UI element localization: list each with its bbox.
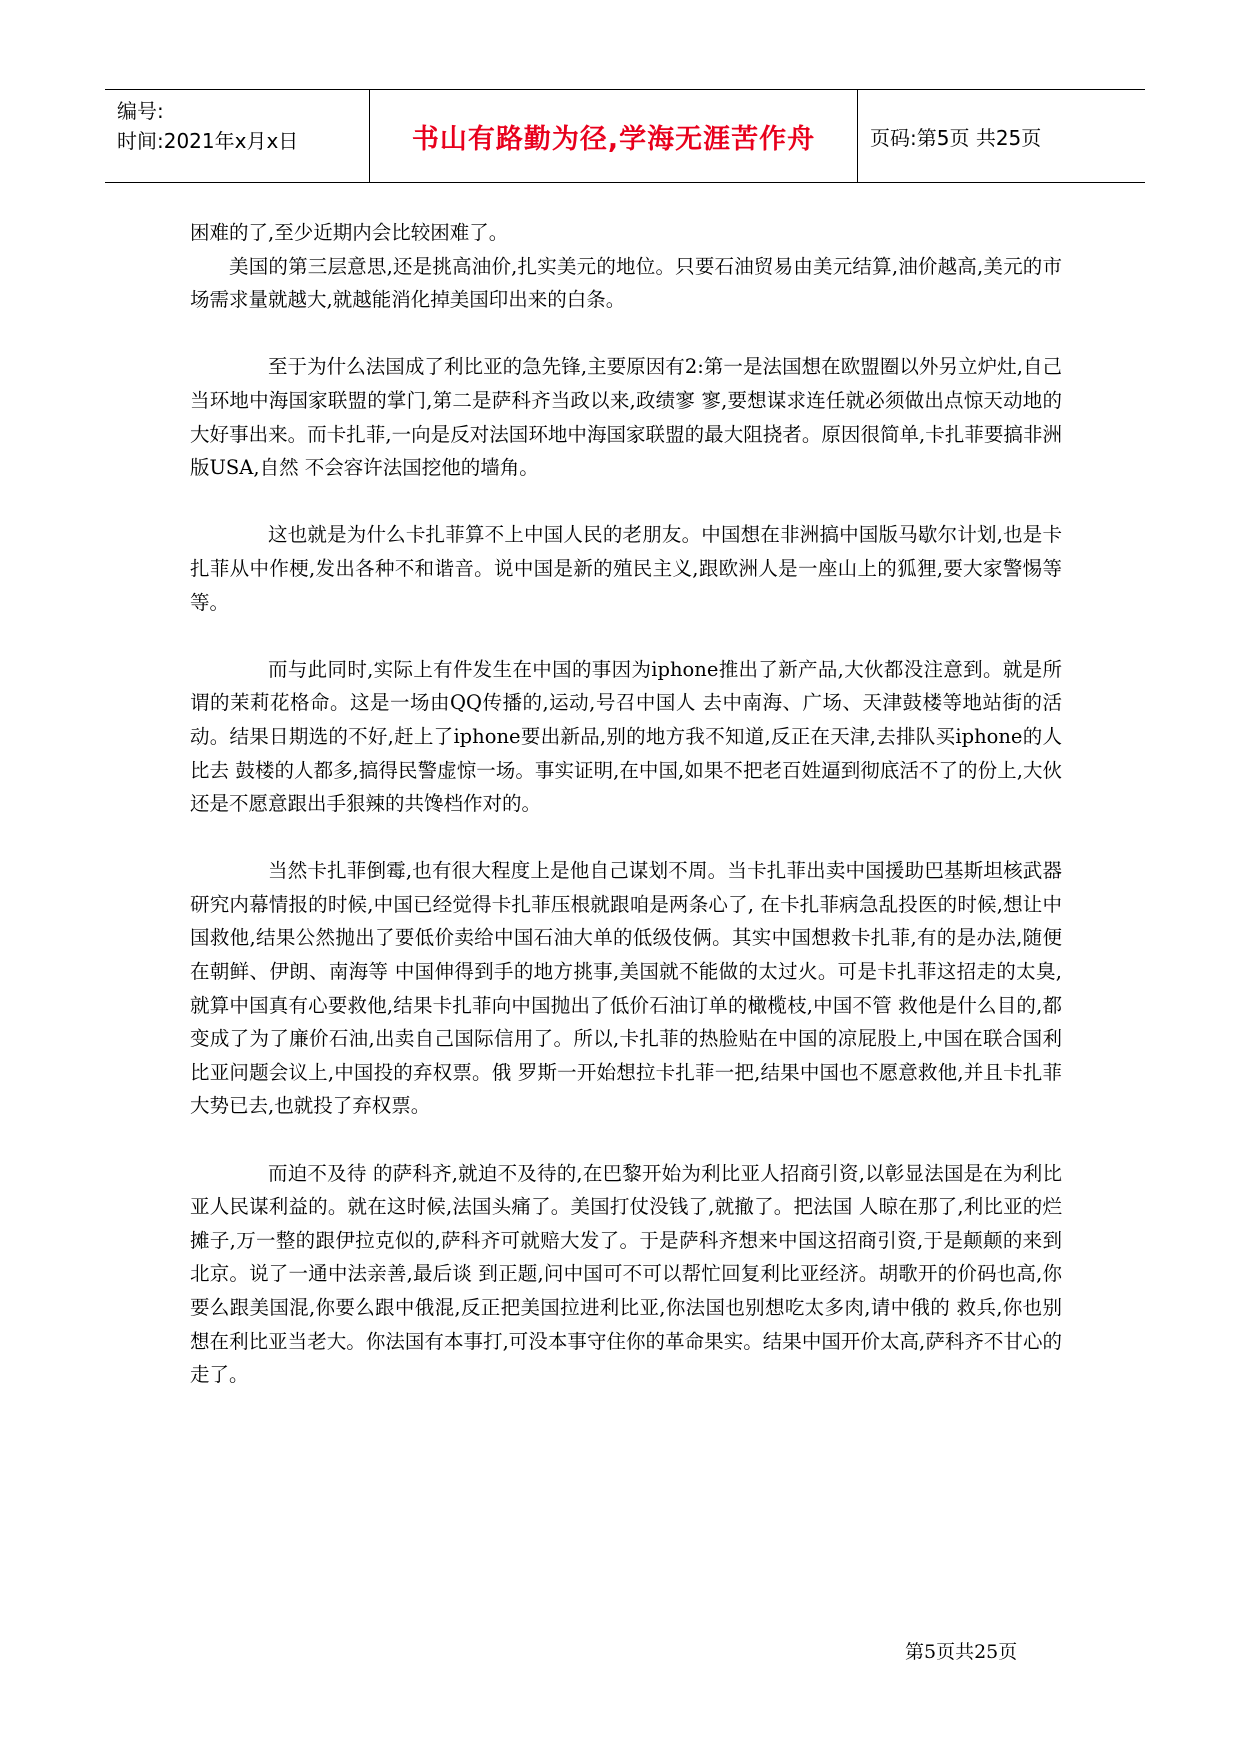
paragraph: 至于为什么法国成了利比亚的急先锋,主要原因有2:第一是法国想在欧盟圈以外另立炉灶,自己当环地中海国家联盟的掌门,第二是萨科齐当政以来,政绩寥 寥,要想谋求连任就必须做出点惊天动地的大好事出来。而卡扎菲,一向是反对法国环地中海国家联盟的最大阻挠者。原因很简单,卡扎菲要搞非洲版USA,自然 不会容许法国挖他的墙角。 bbox=[190, 355, 1062, 480]
paragraph: 这也就是为什么卡扎菲算不上中国人民的老朋友。中国想在非洲搞中国版马歇尔计划,也是卡扎菲从中作梗,发出各种不和谐音。说中国是新的殖民主义,跟欧洲人是一座山上的狐狸,要大家警惕等等。 bbox=[190, 523, 1062, 614]
paragraph: 困难的了,至少近期内会比较困难了。 bbox=[190, 221, 509, 244]
document-time-label: 时间:2021年x月x日 bbox=[117, 129, 299, 153]
document-body bbox=[190, 216, 1062, 1392]
paragraph: 而迫不及待 的萨科齐,就迫不及待的,在巴黎开始为利比亚人招商引资,以彰显法国是在为利比亚人民谋利益的。就在这时候,法国头痛了。美国打仗没钱了,就撤了。把法国 人晾在那了,利比亚的烂摊子,万一整的跟伊拉克似的,萨科齐可就赔大发了。于是萨科齐想来中国这招商引资,于是颠颠的来到北京。说了一通中法亲善,最后谈 到正题,问中国可不可以帮忙回复利比亚经济。胡歌开的价码也高,你要么跟美国混,你要么跟中俄混,反正把美国拉进利比亚,你法国也别想吃太多肉,请中俄的 救兵,你也别想在利比亚当老大。你法国有本事打,可没本事守住你的革命果实。结果中国开价太高,萨科齐不甘心的走了。 bbox=[190, 1161, 1062, 1387]
header-motto: 书山有路勤为径,学海无涯苦作舟 bbox=[411, 123, 816, 155]
header-page-cell bbox=[858, 90, 1145, 182]
paragraph-gap bbox=[190, 485, 1062, 519]
header-meta-cell bbox=[105, 90, 370, 182]
paragraph: 美国的第三层意思,还是挑高油价,扎实美元的地位。只要石油贸易由美元结算,油价越高,美元的市场需求量就越大,就越能消化掉美国印出来的白条。 bbox=[190, 254, 1062, 312]
page-footer: 第5页共25页 bbox=[905, 1641, 1018, 1663]
paragraph-gap bbox=[190, 317, 1062, 351]
document-header bbox=[105, 89, 1145, 183]
document-number-label: 编号: bbox=[117, 99, 164, 123]
paragraph-gap bbox=[190, 821, 1062, 855]
paragraph: 而与此同时,实际上有件发生在中国的事因为iphone推出了新产品,大伙都没注意到。就是所谓的茉莉花格命。这是一场由QQ传播的,运动,号召中国人 去中南海、广场、天津鼓楼等地站街的活动。结果日期选的不好,赶上了iphone要出新品,别的地方我不知道,反正在天津,去排队买iphone的人比去 鼓楼的人都多,搞得民警虚惊一场。事实证明,在中国,如果不把老百姓逼到彻底活不了的份上,大伙还是不愿意跟出手狠辣的共馋档作对的。 bbox=[190, 657, 1062, 816]
paragraph-gap bbox=[190, 1123, 1062, 1157]
paragraph: 当然卡扎菲倒霉,也有很大程度上是他自己谋划不周。当卡扎菲出卖中国援助巴基斯坦核武器研究内幕情报的时候,中国已经觉得卡扎菲压根就跟咱是两条心了, 在卡扎菲病急乱投医的时候,想让中国救他,结果公然抛出了要低价卖给中国石油大单的低级伎俩。其实中国想救卡扎菲,有的是办法,随便在朝鲜、伊朗、南海等 中国伸得到手的地方挑事,美国就不能做的太过火。可是卡扎菲这招走的太臭,就算中国真有心要救他,结果卡扎菲向中国抛出了低价石油订单的橄榄枝,中国不管 救他是什么目的,都变成了为了廉价石油,出卖自己国际信用了。所以,卡扎菲的热脸贴在中国的凉屁股上,中国在联合国利比亚问题会议上,中国投的弃权票。俄 罗斯一开始想拉卡扎菲一把,结果中国也不愿意救他,并且卡扎菲大势已去,也就投了弃权票。 bbox=[190, 859, 1062, 1118]
header-page-info: 页码:第5页 共25页 bbox=[870, 125, 1042, 150]
paragraph-gap bbox=[190, 619, 1062, 653]
header-motto-cell bbox=[370, 90, 858, 182]
